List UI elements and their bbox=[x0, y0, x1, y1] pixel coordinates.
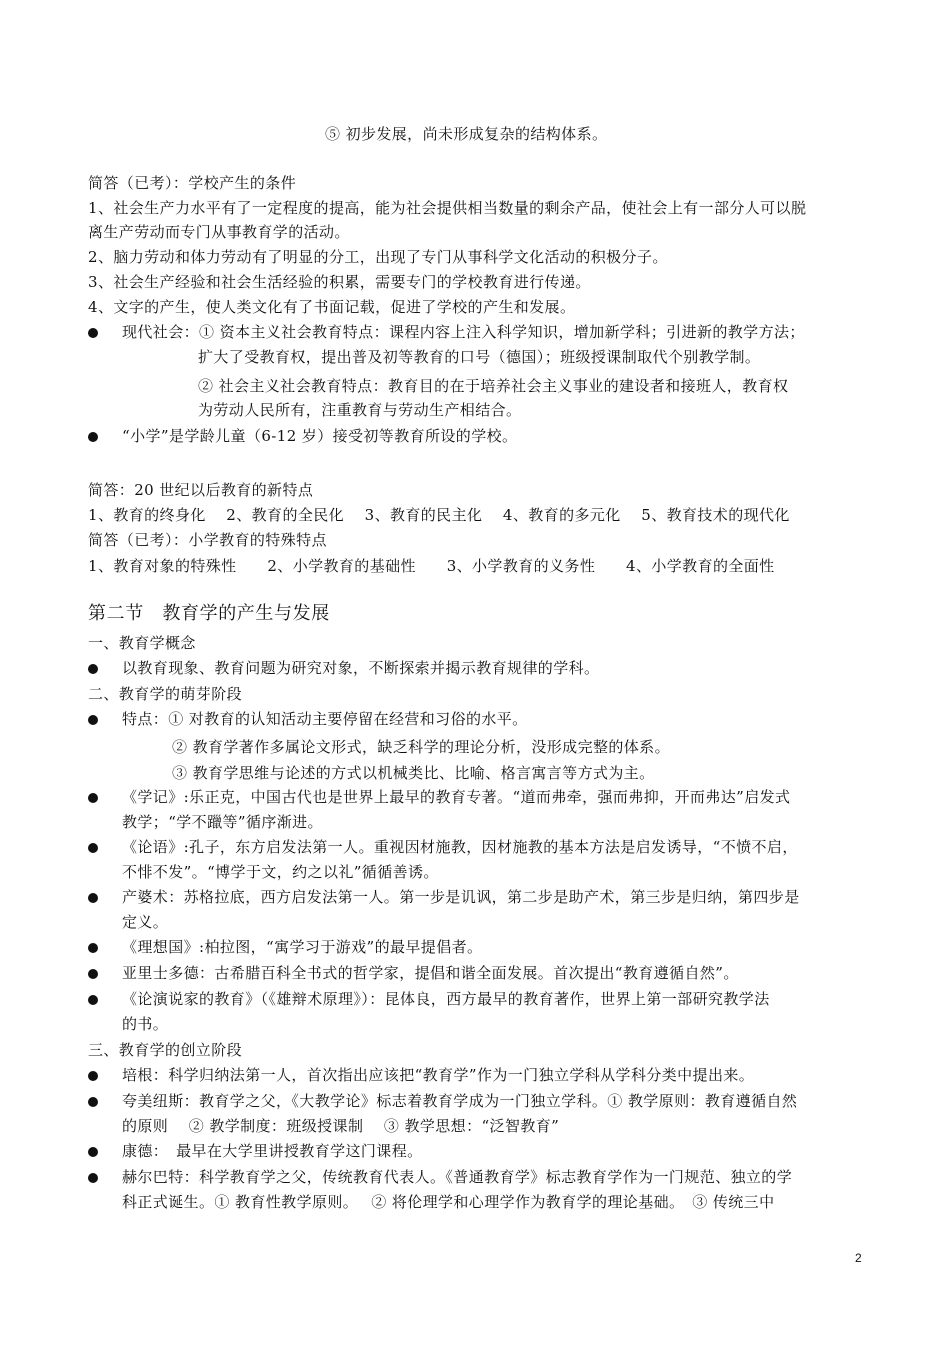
text-line: 离生产劳动而专门从事教育学的活动。 bbox=[88, 223, 350, 241]
bullet-icon bbox=[88, 715, 98, 725]
bullet-icon bbox=[88, 843, 98, 853]
text-line: ③ 教育学思维与论述的方式以机械类比、比喻、格言寓言等方式为主。 bbox=[172, 764, 655, 782]
text-line: 简答（已考）：学校产生的条件 bbox=[88, 174, 297, 192]
text-line: 扩大了受教育权，提出普及初等教育的口号（德国）；班级授课制取代个别教学制。 bbox=[198, 348, 761, 366]
text-line: 为劳动人民所有，注重教育与劳动生产相结合。 bbox=[198, 401, 522, 419]
text-line: 现代社会：① 资本主义社会教育特点：课程内容上注入科学知识，增加新学科；引进新的教学方法； bbox=[122, 323, 805, 341]
text-line: 定义。 bbox=[122, 913, 169, 931]
text-line: 培根：科学归纳法第一人，首次指出应该把“教育学”作为一门独立学科从学科分类中提出来。 bbox=[122, 1066, 755, 1084]
page-number: 2 bbox=[855, 1251, 862, 1265]
text-line: 《学记》:乐正克，中国古代也是世界上最早的教育专著。“道而弗牵，强而弗抑，开而弗达”启发式 bbox=[122, 788, 791, 806]
text-line: 《论语》:孔子，东方启发法第一人。重视因材施教，因材施教的基本方法是启发诱导，“不愤不启， bbox=[122, 838, 798, 856]
section-heading: 第二节 教育学的产生与发展 bbox=[88, 603, 330, 624]
text-line: 简答：20 世纪以后教育的新特点 bbox=[88, 481, 314, 499]
text-line: 特点：① 对教育的认知活动主要停留在经营和习俗的水平。 bbox=[122, 710, 528, 728]
text-line: 二、教育学的萌芽阶段 bbox=[88, 685, 243, 703]
text-line: 《理想国》:柏拉图，“寓学习于游戏”的最早提倡者。 bbox=[122, 938, 483, 956]
text-line: 简答（已考）：小学教育的特殊特点 bbox=[88, 531, 327, 549]
text-line: 3、社会生产经验和社会生活经验的积累，需要专门的学校教育进行传递。 bbox=[88, 273, 591, 291]
bullet-icon bbox=[88, 664, 98, 674]
bullet-icon bbox=[88, 793, 98, 803]
text-line: 不悱不发”。“博学于文，约之以礼”循循善诱。 bbox=[122, 863, 439, 881]
text-line: 2、脑力劳动和体力劳动有了明显的分工，出现了专门从事科学文化活动的积极分子。 bbox=[88, 248, 668, 266]
text-line: 以教育现象、教育问题为研究对象，不断探索并揭示教育规律的学科。 bbox=[122, 659, 600, 677]
text-line: 科正式诞生。① 教育性教学原则。 ② 将伦理学和心理学作为教育学的理论基础。 ③ 传统三中 bbox=[122, 1193, 775, 1211]
bullet-icon bbox=[88, 943, 98, 953]
text-line: 夸美纽斯：教育学之父，《大教学论》标志着教育学成为一门独立学科。① 教学原则：教育遵循自然 bbox=[122, 1092, 798, 1110]
text-line: 的原则 ② 教学制度：班级授课制 ③ 教学思想：“泛智教育” bbox=[122, 1117, 560, 1135]
bullet-icon bbox=[88, 1097, 98, 1107]
text-line: 《论演说家的教育》（《雄辩术原理》）：昆体良，西方最早的教育著作，世界上第一部研究教学法 bbox=[122, 990, 770, 1008]
bullet-icon bbox=[88, 893, 98, 903]
text-line: 康德： 最早在大学里讲授教育学这门课程。 bbox=[122, 1142, 423, 1160]
bullet-icon bbox=[88, 1173, 98, 1183]
bullet-icon bbox=[88, 1147, 98, 1157]
text-line: 赫尔巴特：科学教育学之父，传统教育代表人。《普通教育学》标志教育学作为一门规范、独立的学 bbox=[122, 1168, 793, 1186]
text-line: 亚里士多德：古希腊百科全书式的哲学家，提倡和谐全面发展。首次提出“教育遵循自然”。 bbox=[122, 964, 739, 982]
text-line: 产婆术：苏格拉底，西方启发法第一人。第一步是讥讽，第二步是助产术，第三步是归纳，第四步是 bbox=[122, 888, 800, 906]
text-line: ② 社会主义社会教育特点：教育目的在于培养社会主义事业的建设者和接班人，教育权 bbox=[198, 377, 789, 395]
text-line: 三、教育学的创立阶段 bbox=[88, 1041, 243, 1059]
bullet-icon bbox=[88, 969, 98, 979]
text-line: 的书。 bbox=[122, 1015, 169, 1033]
bullet-icon bbox=[88, 432, 98, 442]
text-line: 教学；“学不躐等”循序渐进。 bbox=[122, 813, 323, 831]
text-line: 1、教育对象的特殊性 2、小学教育的基础性 3、小学教育的义务性 4、小学教育的全面性 bbox=[88, 557, 775, 575]
bullet-icon bbox=[88, 995, 98, 1005]
text-line: ⑤ 初步发展，尚未形成复杂的结构体系。 bbox=[325, 125, 608, 143]
text-line: 4、文字的产生，使人类文化有了书面记载，促进了学校的产生和发展。 bbox=[88, 298, 576, 316]
bullet-icon bbox=[88, 1071, 98, 1081]
text-line: 一、教育学概念 bbox=[88, 634, 196, 652]
text-line: 1、教育的终身化 2、教育的全民化 3、教育的民主化 4、教育的多元化 5、教育技术的现代化 bbox=[88, 506, 790, 524]
text-line: 1、社会生产力水平有了一定程度的提高，能为社会提供相当数量的剩余产品，使社会上有一部分人可以脱 bbox=[88, 199, 807, 217]
bullet-icon bbox=[88, 328, 98, 338]
text-line: “小学”是学龄儿童（6-12 岁）接受初等教育所设的学校。 bbox=[122, 427, 518, 445]
text-line: ② 教育学著作多属论文形式，缺乏科学的理论分析，没形成完整的体系。 bbox=[172, 738, 670, 756]
